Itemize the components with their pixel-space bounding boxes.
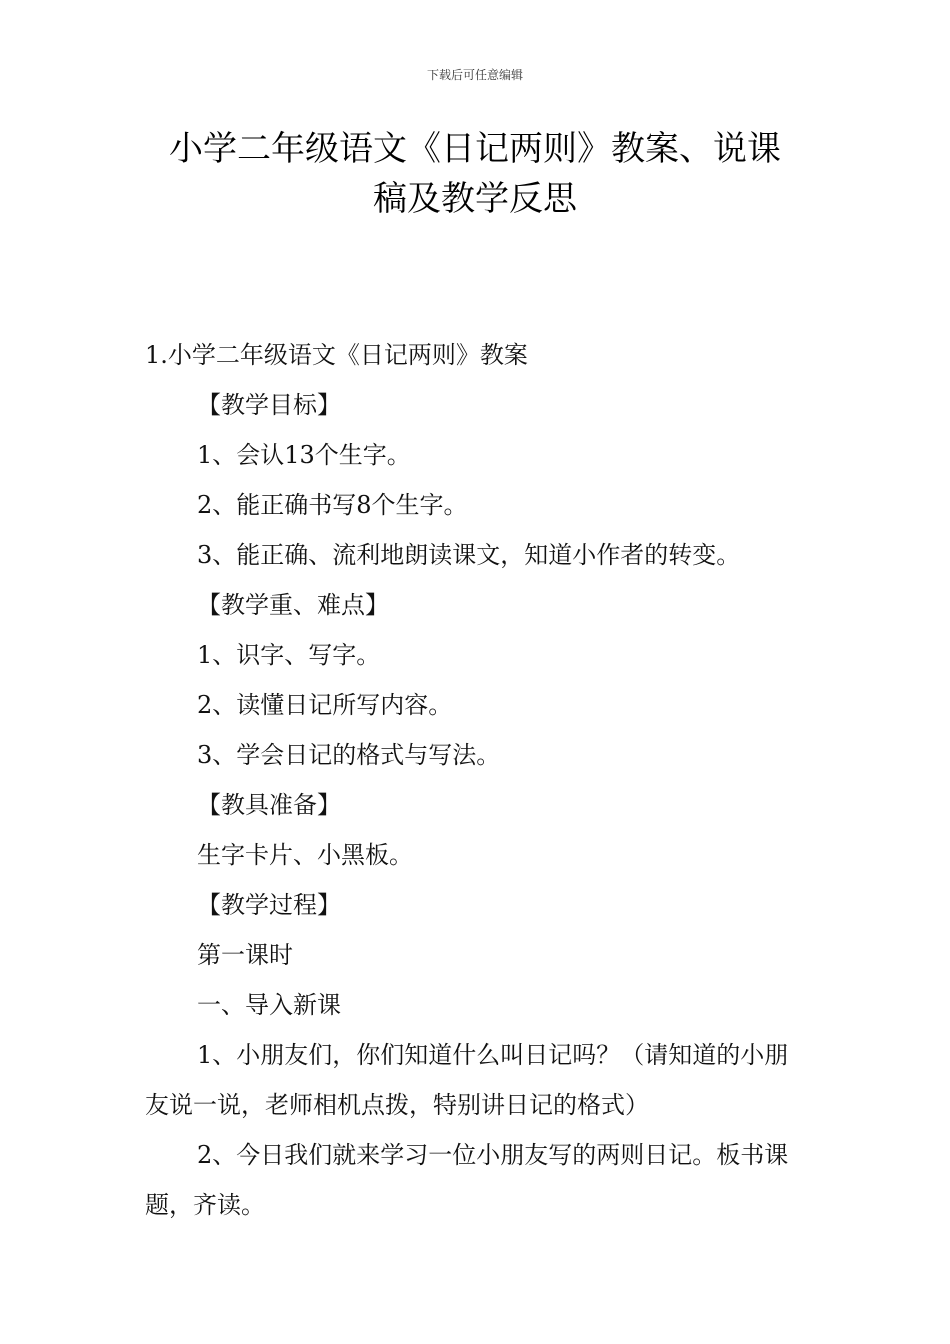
subheading-key-points: 【教学重、难点】	[197, 591, 389, 619]
title-line-2: 稿及教学反思	[373, 179, 577, 219]
subheading-teaching-goals: 【教学目标】	[197, 391, 341, 419]
list-item: 3、能正确、流利地朗读课文，知道小作者的转变。	[197, 541, 741, 569]
list-item: 3、学会日记的格式与写法。	[197, 741, 501, 769]
subheading-materials: 【教具准备】	[197, 791, 341, 819]
page-title	[110, 124, 840, 224]
title-line-1: 小学二年级语文《日记两则》教案、说课	[169, 129, 781, 169]
paragraph: 1、小朋友们，你们知道什么叫日记吗？（请知道的小朋友说一说，老师相机点拨，特别讲日记的格式）	[145, 1041, 789, 1119]
list-item: 2、能正确书写8个生字。	[197, 491, 468, 519]
paragraph: 2、今日我们就来学习一位小朋友写的两则日记。板书课题，齐读。	[145, 1141, 789, 1219]
list-item: 1、识字、写字。	[197, 641, 381, 669]
document-body	[145, 330, 810, 1230]
section-heading: 1.小学二年级语文《日记两则》教案	[145, 341, 528, 369]
subheading-process: 【教学过程】	[197, 891, 341, 919]
list-item: 生字卡片、小黑板。	[197, 841, 413, 869]
step-heading: 一、导入新课	[197, 991, 341, 1019]
list-item: 1、会认13个生字。	[197, 441, 411, 469]
list-item: 2、读懂日记所写内容。	[197, 691, 453, 719]
header-note: 下载后可任意编辑	[426, 68, 523, 82]
lesson-label: 第一课时	[197, 941, 293, 969]
